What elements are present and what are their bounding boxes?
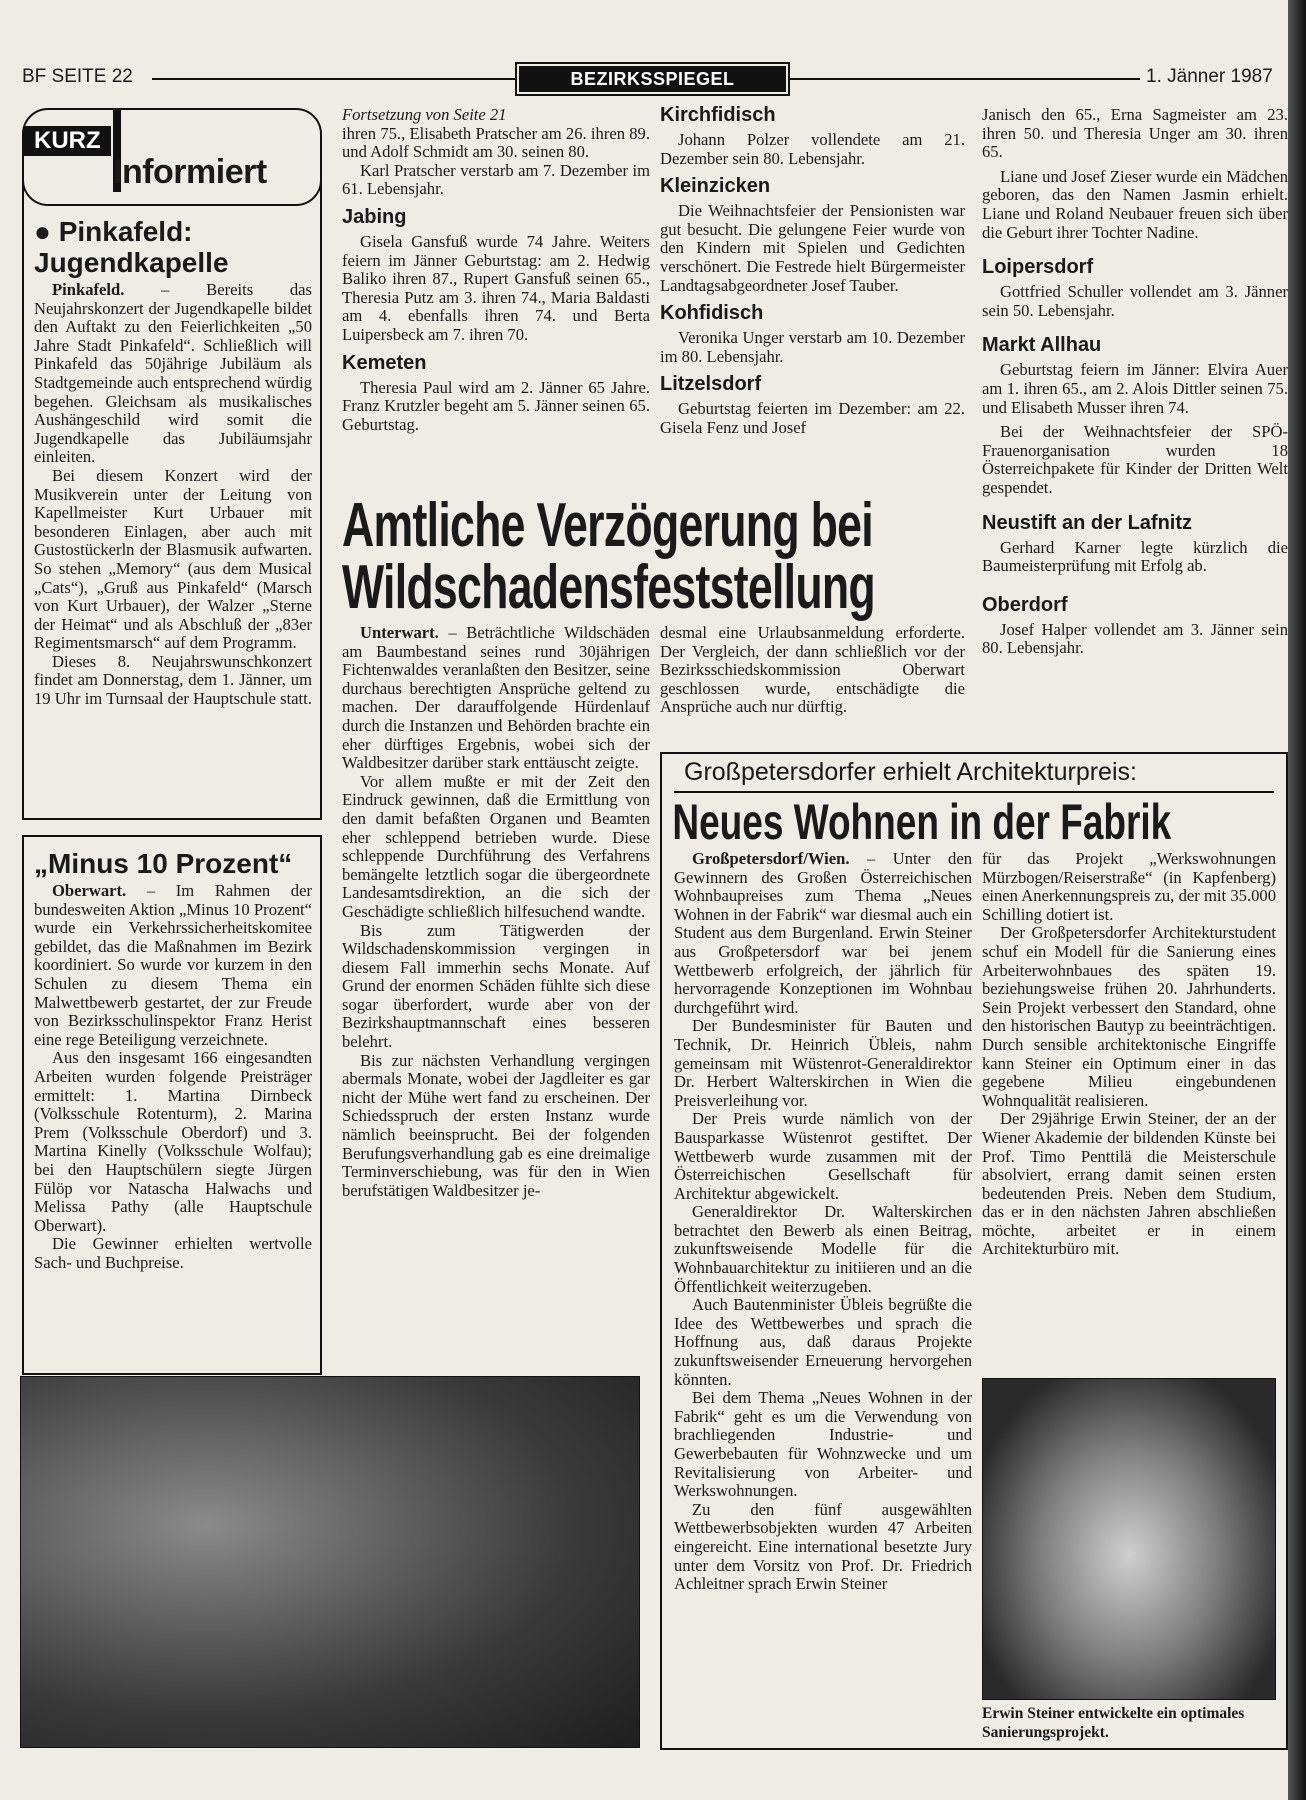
place-heading: Kirchfidisch: [660, 104, 776, 126]
notes-col-4: Janisch den 65., Erna Sagmeister am 23. ihren 50. und Theresia Unger am 30. ihren 65. Liane und Josef Zieser wurde ein Mädchen geboren, das den Namen Jasmin erhielt. Liane und Roland Neubauer freuen sich über die Geburt ihrer Tochter Nadine. Loipersdorf Gottfried Schuller vollendet am 3. Jänner sein 50. Lebensjahr. Markt Allhau Geburtstag feiern im Jänner: Elvira Auer am 1. ihren 65., am 2. Alois Dittler seinen 75. und Elisabeth Musser ihren 74. Bei der Weihnachtsfeier der SPÖ-Frauenorganisation wurden 18 Österreichpakete für Kinder der Dritten Welt gespendet. Neustift an der Lafnitz Gerhard Karner legte kürzlich die Baumeisterprüfung mit Erfolg ab. Oberdorf Josef Halper vollendet am 3. Jänner sein 80. Lebensjahr.: [982, 105, 1288, 658]
wild-headline: Amtliche Verzögerung bei Wildschadensfeststellung: [342, 491, 875, 622]
bullet-icon: ●: [34, 216, 51, 247]
article-headline: „Minus 10 Prozent“: [34, 848, 293, 879]
kurz-badge: KURZ: [24, 126, 111, 156]
minus-10-article: „Minus 10 Prozent“ Oberwart. – Im Rahmen der bundesweiten Aktion „Minus 10 Prozent“ wurde ein Verkehrssicherheitskomitee gebildet, das die Maßnahmen im Bezirk koordiniert. So wurde vor kurzem in den Schulen zu diesem Thema ein Malwettbewerb gestartet, der zur Freude von Bezirksschulinspektor Franz Herist eine rege Beteiligung verzeichnete. Aus den insgesamt 166 eingesandten Arbeiten wurden folgende Preisträger ermittelt: 1. Martina Dirnbeck (Volksschule Rotenturm), 2. Marina Prem (Volksschule Oberdorf) und 3. Martina Kinelly (Volksschule Wolfau); bei den Hauptschülern siegte Jürgen Fülöp vor Natascha Halwachs und Melissa Pathy (alle Hauptschule Oberwart). Die Gewinner erhielten wertvolle Sach- und Buchpreise.: [34, 848, 312, 1272]
continued-note: Fortsetzung von Seite 21: [342, 105, 507, 124]
section-badge: BEZIRKSSPIEGEL: [515, 62, 790, 96]
fabrik-col-a: Großpetersdorf/Wien. – Unter den Gewinnern des Großen Österreichischen Wohnbaupreises zum Thema „Neues Wohnen in der Fabrik“ war diesmal auch ein Student aus dem Burgenland. Erwin Steiner aus Großpetersdorf war bei jenem Wettbewerb erfolgreich, der jährlich für hervorragende Konzeptionen im Wohnbau durchgeführt wird. Der Bundesminister für Bauten und Technik, Dr. Heinrich Übleis, nahm gemeinsam mit Wüstenrot-Generaldirektor Dr. Herbert Walterskirchen in Wien die Preisverleihung vor. Der Preis wurde nämlich von der Bausparkasse Wüstenrot gestiftet. Der Wettbewerb wurde zusammen mit der Österreichischen Gesellschaft für Architektur abgewickelt. Generaldirektor Dr. Walterskirchen betrachtet den Bewerb als einen Beitrag, zukunftsweisende Modelle für die Wohnbauarchitektur zu initiieren und an die Öffentlichkeit weiterzugeben. Auch Bautenminister Übleis begrüßte die Idee des Wettbewerbes und sprach die Hoffnung aus, daß daraus Projekte zukunftsweisender Erneuerung hervorgehen könnten. Bei dem Thema „Neues Wohnen in der Fabrik“ geht es um die Verwendung von brachliegenden Industrie- und Gewerbebauten für Wohnzwecke und um Revitalisierung von Arbeiter- und Werkswohnungen. Zu den fünf ausgewählten Wettbewerbsobjekten wurden 47 Arbeiten eingereicht. Eine international besetzte Jury unter dem Vorsitz von Prof. Dr. Friedrich Achleitner sprach Erwin Steiner: [674, 849, 972, 1594]
place-heading: Jabing: [342, 205, 407, 228]
wild-col-b: desmal eine Urlaubsanmeldung erforderte. Der Vergleich, der dann schließlich vor der Bezirksschiedskommission Oberwart geschlossen wurde, entschädigte die Ansprüche auch nur dürftig.: [660, 623, 965, 717]
article-headline: ● Pinkafeld: Jugendkapelle: [34, 216, 229, 278]
group-photo: [20, 1376, 640, 1748]
place-heading: Loipersdorf: [982, 256, 1094, 279]
notes-col-3: Kirchfidisch Johann Polzer vollendete am 21. Dezember sein 80. Lebensjahr. Kleinzicken Die Weihnachtsfeier der Pensionisten war gut besucht. Die gelungene Feier wurde von den Kindern mit Spielen und Gedichten verschönert. Die Festrede hielt Bürgermeister Landtagsabgeordneter Josef Tauber. Kohfidisch Veronika Unger verstarb am 10. Dezember im 80. Lebensjahr. Litzelsdorf Geburtstag feierten im Dezember: am 22. Gisela Fenz und Josef: [660, 104, 965, 437]
issue-date: 1. Jänner 1987: [1146, 66, 1273, 87]
place-heading: Kohfidisch: [660, 302, 764, 325]
fabrik-kicker: Großpetersdorfer erhielt Architekturpreis:: [674, 758, 1274, 793]
place-heading: Kleinzicken: [660, 175, 771, 198]
wild-col-a: Unterwart. – Beträchtliche Wildschäden am Baumbestand seines rund 30jährigen Fichtenwaldes veranlaßten den Besitzer, seine durchaus berechtigten Ansprüche geltend zu machen. Der darauffolgende Hürdenlauf durch die Instanzen und Behörden brachte ein eher dürftiges Ergebnis, wobei sich der Waldbesitzer darüber stark enttäuscht zeigte. Vor allem mußte er mit der Zeit den Eindruck gewinnen, daß die Ermittlung von den damit befaßten Organen und Beamten eher schleppend betrieben wurde. Diese schleppende Durchführung des Verfahrens bemängelte letztlich sogar die übergeordnete Landesamtsdirektion, an die sich der Geschädigte schließlich hilfesuchend wandte. Bis zum Tätigwerden der Wildschadenskommission vergingen in diesem Fall immerhin sechs Monate. Auf Grund der enormen Schäden fühlte sich diese sogar überfordert, wurde aber von der Bezirkshauptmannschaft eines besseren belehrt. Bis zur nächsten Verhandlung vergingen abermals Monate, wobei der Jagdleiter es gar nicht der Mühe wert fand zu erscheinen. Der Schiedsspruch der ersten Instanz wurde nämlich beeinsprucht. Bei der folgenden Berufungsverhandlung gab es eine dreimalige Terminverschiebung, was für den in Wien berufstätigen Waldbesitzer je-: [342, 623, 650, 1200]
fabrik-headline: Neues Wohnen in der Fabrik: [672, 794, 1172, 850]
page-number: BF SEITE 22: [22, 66, 133, 87]
place-heading: Oberdorf: [982, 593, 1068, 616]
fabrik-col-b: für das Projekt „Werkswohnungen Mürzbogen/Reiserstraße“ (in Kapfenberg) einen Anerkennungspreis zu, der mit 35.000 Schilling dotiert ist. Der Großpetersdorfer Architekturstudent schuf ein Modell für die Sanierung eines Arbeiterwohnbaues des späten 19. beziehungsweise frühen 20. Jahrhunderts. Sein Projekt verbessert den Standard, ohne den historischen Bautyp zu beeinträchtigen. Durch sensible architektonische Eingriffe kann Steiner ein Optimum einer in das gegebene Milieu eingebundenen Wohnqualität realisieren. Der 29jährige Erwin Steiner, der an der Wiener Akademie der bildenden Künste bei Prof. Timo Penttilä die Meisterschule absolviert, errang damit seinen ersten bedeutenden Preis. Neben dem Studium, das er in den nächsten Jahren abschließen möchte, arbeitet er in einem Architekturbüro mit.: [982, 849, 1276, 1259]
place-heading: Neustift an der Lafnitz: [982, 511, 1193, 534]
photo-caption: Erwin Steiner entwickelte ein optimales Sanierungsprojekt.: [982, 1705, 1245, 1741]
place-heading: Markt Allhau: [982, 334, 1102, 357]
pinkafeld-article: ● Pinkafeld: Jugendkapelle Pinkafeld. – Bereits das Neujahrskonzert der Jugendkapelle bildet den Auftakt zu den Feierlichkeiten „50 Jahre Stadt Pinkafeld“. Schließlich will Pinkafeld das 50jährige Jubiläum als Stadtgemeinde auch entsprechend würdig begehen. Gleichsam als musikalisches Aushängeschild wird somit die Jugendkapelle das Jubiläumsjahr einleiten. Bei diesem Konzert wird der Musikverein unter der Leitung von Kapellmeister Kurt Urbauer mit besonderen Einlagen, aber auch mit Gustostückerln der Blasmusik aufwarten. So stehen „Memory“ (aus dem Musical „Cats“), „Gruß aus Pinkafeld“ (Marsch von Kurt Urbauer), der Walzer „Sterne der Heimat“ und als Abschluß der „83er Regimentsmarsch“ auf dem Programm. Dieses 8. Neujahrswunschkonzert findet am Donnerstag, dem 1. Jänner, um 19 Uhr im Turnsaal der Hauptschule statt.: [34, 216, 312, 709]
place-heading: Litzelsdorf: [660, 373, 762, 396]
header-rule: [790, 78, 1140, 80]
place-heading: Kemeten: [342, 351, 427, 374]
header-rule: [152, 78, 515, 80]
kurz-title: Informiert: [113, 153, 267, 191]
notes-col-2: Fortsetzung von Seite 21 ihren 75., Elisabeth Pratscher am 26. ihren 89. und Adolf Schmidt am 30. seinen 80. Karl Pratscher verstarb am 7. Dezember im 61. Lebensjahr. Jabing Gisela Gansfuß wurde 74 Jahre. Weiters feiern im Jänner Geburtstag: am 2. Hedwig Baliko ihren 87., Rupert Gansfuß seinen 65., Theresia Putz am 3. ihren 74., Maria Baldasti am 4. ebenfalls ihren 74. und Berta Luipersbeck am 7. ihren 70. Kemeten Theresia Paul wird am 2. Jänner 65 Jahre. Franz Krutzler begeht am 5. Jänner seinen 65. Geburtstag.: [342, 105, 650, 434]
portrait-photo: [982, 1378, 1276, 1700]
page-edge: [1288, 0, 1306, 1800]
